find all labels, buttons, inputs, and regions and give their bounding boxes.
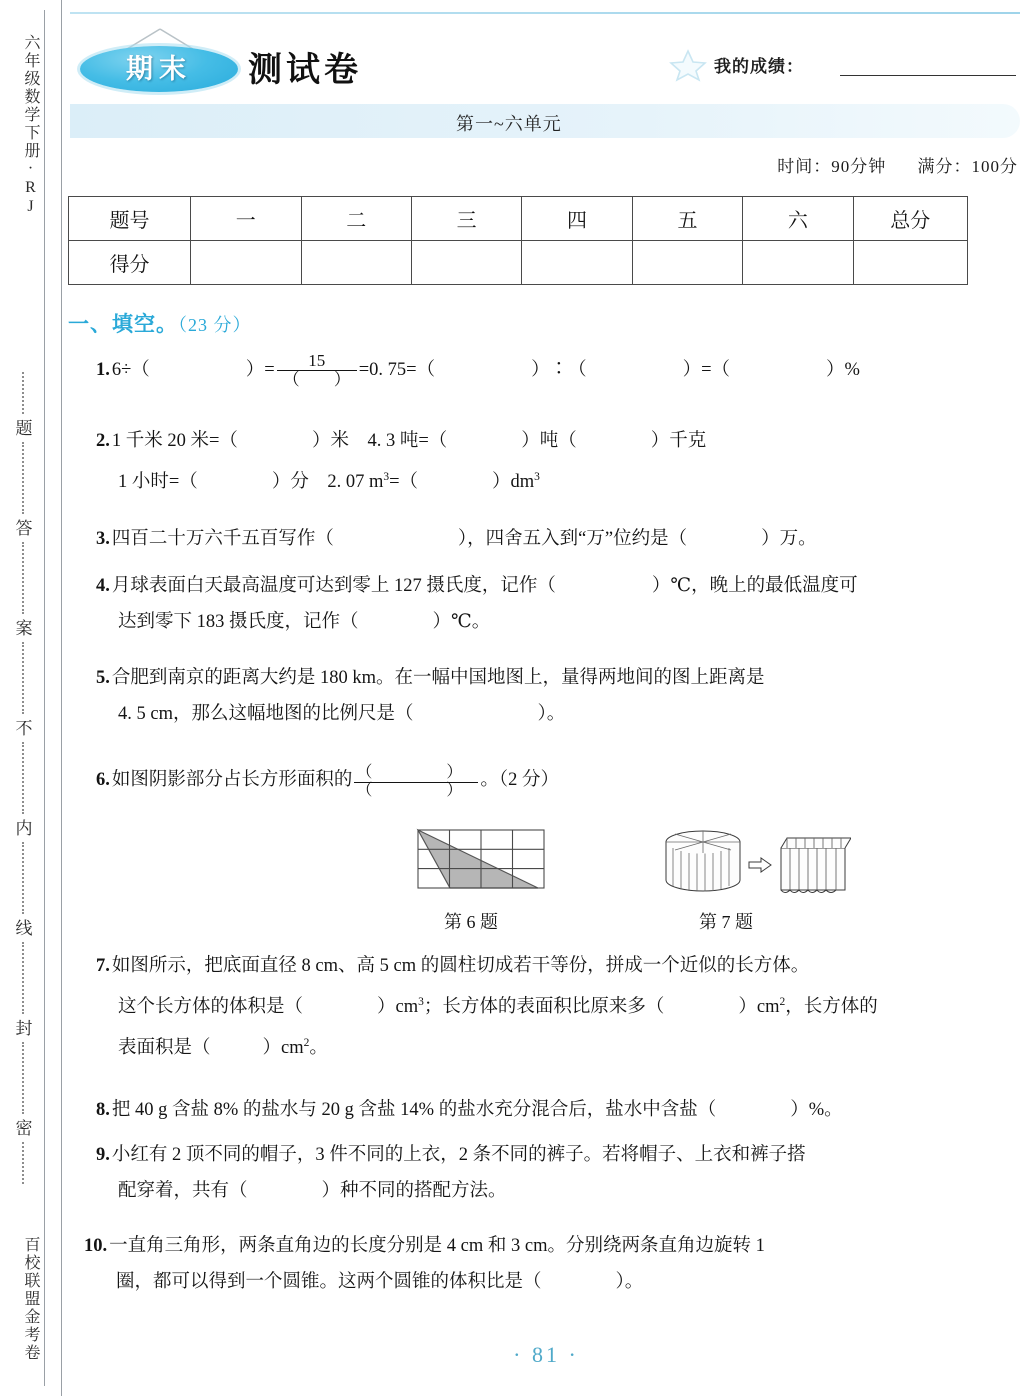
seal-dots <box>22 642 26 714</box>
row-label-question-no: 题号 <box>69 197 191 241</box>
score-cell-3[interactable] <box>411 241 521 285</box>
unit-range-label: 第一~六单元 <box>456 114 562 134</box>
seal-char-4: 内 <box>6 814 42 839</box>
figures-row <box>96 828 1014 946</box>
q4-part-c: 达到零下 183 摄氏度，记作（ <box>118 612 359 632</box>
seal-char-6: 封 <box>6 1014 42 1039</box>
fraction-15-over-blank <box>277 352 357 389</box>
seal-char-5: 线 <box>6 914 42 939</box>
q9-line-1 <box>96 1137 1014 1173</box>
q4-line-2 <box>96 604 1014 640</box>
question-number: 10. <box>84 1236 108 1256</box>
arrow-right-icon <box>749 858 771 872</box>
time-label: 时间：90分钟 <box>777 157 887 176</box>
q6-part-b: 。（2 分） <box>480 770 560 790</box>
score-table <box>68 196 968 285</box>
page-body <box>62 0 1030 1396</box>
full-score-label: 满分：100分 <box>917 157 1018 176</box>
q2-part-a: 1 千米 20 米=（ <box>111 431 238 451</box>
figure-q6-grid-shaded-triangle <box>416 828 546 898</box>
q1-part-d: ）∶（ <box>531 360 587 380</box>
q7-part-c: ）cm <box>377 997 419 1018</box>
q7-part-g: 表面积是（ <box>118 1038 211 1059</box>
q1-part-b: ）= <box>245 360 275 380</box>
top-rule-divider <box>70 12 1020 14</box>
question-6 <box>96 762 1014 800</box>
seal-dots <box>22 1142 26 1184</box>
unit-band <box>70 104 1020 138</box>
q5-part-b: 4. 5 cm，那么这幅地图的比例尺是（ <box>118 704 414 724</box>
question-number: 3. <box>96 529 110 549</box>
col-header-5: 五 <box>632 197 742 241</box>
q10-line-2 <box>84 1264 1014 1300</box>
q7-sup-2: 2 <box>779 996 786 1008</box>
q3-part-c: ）万。 <box>761 529 817 549</box>
figure-q7-caption: 第 7 题 <box>699 912 753 932</box>
page-number: · 81 · <box>513 1342 579 1367</box>
q7-line-1 <box>96 948 1014 984</box>
figure-q6-caption: 第 6 题 <box>444 912 498 932</box>
score-cell-6[interactable] <box>743 241 853 285</box>
score-cell-1[interactable] <box>191 241 301 285</box>
q10-part-c: ）。 <box>615 1272 644 1292</box>
q2-part-g: =（ <box>389 472 418 493</box>
q1-part-c: =0. 75=（ <box>358 360 436 380</box>
q7-part-b: 这个长方体的体积是（ <box>118 997 304 1018</box>
question-9 <box>96 1137 1014 1209</box>
question-2 <box>96 423 1014 500</box>
question-number: 1. <box>96 360 110 380</box>
question-number: 4. <box>96 576 110 596</box>
q7-part-h: ）cm <box>262 1038 304 1059</box>
col-header-6: 六 <box>743 197 853 241</box>
q2-part-c: ）吨（ <box>521 431 577 451</box>
exam-meta <box>751 152 1018 177</box>
section-heading-fill-in-blanks <box>68 308 252 338</box>
q1-part-e: ）=（ <box>682 360 731 380</box>
title-row <box>72 26 1020 92</box>
fraction-denominator[interactable]: （ ） <box>356 782 477 799</box>
seal-dots <box>22 1042 26 1114</box>
question-number: 9. <box>96 1145 110 1165</box>
seal-dots <box>22 372 26 414</box>
question-number: 5. <box>96 668 110 688</box>
q2-part-e: 1 小时=（ <box>118 472 198 493</box>
seal-bar <box>0 0 62 1396</box>
fraction-numerator[interactable]: （ ） <box>356 764 477 782</box>
q7-part-i: 。 <box>309 1038 328 1059</box>
q10-part-b: 圈，都可以得到一个圆锥。这两个圆锥的体积比是（ <box>116 1272 542 1292</box>
table-row <box>69 241 968 285</box>
seal-char-1: 答 <box>6 514 42 539</box>
q7-part-e: ）cm <box>738 997 780 1018</box>
my-score-input[interactable] <box>840 75 1016 76</box>
q10-line-1 <box>84 1228 1014 1264</box>
q7-sup-2b: 2 <box>303 1037 310 1050</box>
question-number: 8. <box>96 1100 110 1120</box>
q7-part-d: ；长方体的表面积比原来多（ <box>423 997 665 1018</box>
sidebar-bottom-text: 百校联盟金考卷 <box>22 1236 39 1362</box>
seal-char-3: 不 <box>6 714 42 739</box>
row-label-score: 得分 <box>69 241 191 285</box>
seal-char-0: 题 <box>6 414 42 439</box>
table-row <box>69 197 968 241</box>
exam-badge <box>80 28 240 90</box>
q9-line-2 <box>96 1173 1014 1209</box>
q4-part-b: ）℃，晚上的最低温度可 <box>651 576 858 596</box>
q3-part-b: ），四舍五入到“万”位约是（ <box>457 529 688 549</box>
seal-dots <box>22 542 26 614</box>
q9-part-b: 配穿着，共有（ <box>118 1181 248 1201</box>
seal-char-7: 密 <box>6 1114 42 1139</box>
q2-part-d: ）千克 <box>650 431 707 451</box>
q2-line-2 <box>96 459 1014 500</box>
q5-part-a: 合肥到南京的距离大约是 180 km。在一幅中国地图上，量得两地间的图上距离是 <box>111 668 765 688</box>
q2-part-f: ）分 2. 07 m <box>271 472 384 493</box>
question-number: 2. <box>96 431 110 451</box>
q1-part-a: 6÷（ <box>111 360 150 380</box>
section-points: （23 分） <box>178 315 252 335</box>
question-8 <box>96 1092 1014 1128</box>
q5-part-c: ）。 <box>537 704 566 724</box>
fraction-numerator: 15 <box>308 351 326 371</box>
q8-part-a: 把 40 g 含盐 8% 的盐水与 20 g 含盐 14% 的盐水充分混合后，盐水中含盐（ <box>111 1100 717 1120</box>
badge-label: 期末 <box>126 54 192 84</box>
col-header-4: 四 <box>522 197 632 241</box>
fraction-denominator[interactable]: （ ） <box>277 370 357 389</box>
sidebar-top-text: 六年级数学下册·RJ <box>22 34 39 217</box>
section-heading-text: 一、填空。 <box>68 312 178 336</box>
col-header-3: 三 <box>411 197 521 241</box>
question-1 <box>96 352 1014 389</box>
question-3 <box>96 521 1014 557</box>
fraction-blank-over-blank <box>354 765 478 800</box>
score-cell-2[interactable] <box>301 241 411 285</box>
q2-line-1 <box>96 423 1014 459</box>
seal-char-2: 案 <box>6 614 42 639</box>
col-header-1: 一 <box>191 197 301 241</box>
question-4 <box>96 568 1014 640</box>
q2-part-b: ）米 4. 3 吨=（ <box>311 431 448 451</box>
question-number: 6. <box>96 770 110 790</box>
seal-dots <box>22 742 26 814</box>
q10-part-a: 一直角三角形，两条直角边的长度分别是 4 cm 和 3 cm。分别绕两条直角边旋转 1 <box>109 1236 765 1256</box>
q7-line-2 <box>96 984 1014 1025</box>
question-number: 7. <box>96 956 110 976</box>
score-cell-total[interactable] <box>853 241 967 285</box>
q4-part-d: ）℃。 <box>432 612 491 632</box>
q2-sup-3: 3 <box>383 471 390 483</box>
q5-line-2 <box>96 696 1014 732</box>
q4-part-a: 月球表面白天最高温度可达到零上 127 摄氏度，记作（ <box>111 576 556 596</box>
star-icon <box>668 48 708 82</box>
seal-dots <box>22 942 26 1014</box>
q9-part-c: ）种不同的搭配方法。 <box>321 1181 507 1201</box>
col-header-2: 二 <box>301 197 411 241</box>
col-header-total: 总分 <box>853 197 967 241</box>
q3-part-a: 四百二十万六千五百写作（ <box>111 529 334 549</box>
my-score-box <box>668 48 1018 82</box>
q7-line-3 <box>96 1025 1014 1066</box>
q4-line-1 <box>96 568 1014 604</box>
seal-dots <box>22 442 26 514</box>
q5-line-1 <box>96 660 1014 696</box>
seal-dots <box>22 842 26 914</box>
q1-part-f: ）% <box>826 360 860 380</box>
question-7 <box>96 948 1014 1066</box>
q2-sup-3b: 3 <box>534 471 540 483</box>
page-title: 测试卷 <box>248 52 362 89</box>
q7-part-f: ，长方体的 <box>785 997 878 1018</box>
q2-part-h: ）dm <box>492 472 535 493</box>
question-10 <box>84 1228 1014 1300</box>
q8-part-b: ）%。 <box>790 1100 843 1120</box>
q7-part-a: 如图所示，把底面直径 8 cm、高 5 cm 的圆柱切成若干等份，拼成一个近似的长方体。 <box>111 956 810 976</box>
q7-sup-3: 3 <box>418 996 424 1008</box>
score-cell-4[interactable] <box>522 241 632 285</box>
q6-part-a: 如图阴影部分占长方形面积的 <box>111 770 353 790</box>
q9-part-a: 小红有 2 顶不同的帽子，3 件不同的上衣，2 条不同的裤子。若将帽子、上衣和裤子搭 <box>111 1145 806 1165</box>
figure-q7-cylinder-to-cuboid <box>661 828 851 900</box>
question-5 <box>96 660 1014 732</box>
score-cell-5[interactable] <box>632 241 742 285</box>
my-score-label: 我的成绩： <box>714 57 804 76</box>
